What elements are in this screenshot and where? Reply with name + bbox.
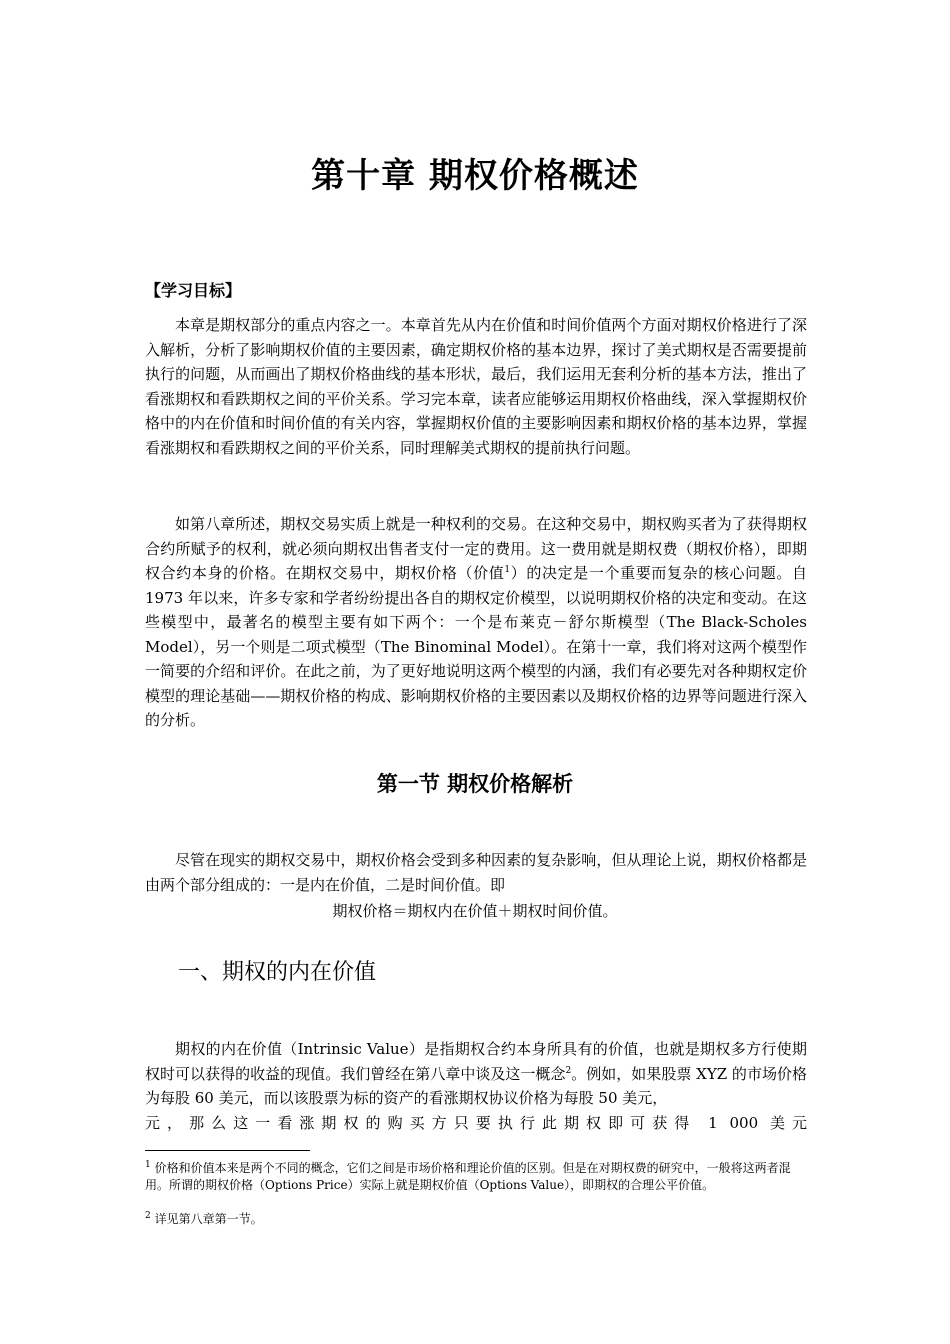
footnote-separator	[145, 1150, 310, 1151]
footnote-ref-2: 2	[565, 1065, 572, 1076]
intro-text-part2: ）的决定是一个重要而复杂的核心问题。自 1973 年以来，许多专家和学者纷纷提出各自的期权定价模型，以说明期权价格的决定和变动。在这些模型中，最著名的模型主要有如下两个：一个是布莱克－舒尔斯模型（The Black-Scholes Model），另一个则是二项式模型（The Binominal Model）。在第十一章，我们将对这两个模型作一简要的介绍和评价。在此之前，为了更好地说明这两个模型的内涵，我们有必要先对各种期权定价模型的理论基础——期权价格的构成、影响期权价格的主要因素以及期权价格的边界等问题进行深入的分析。	[145, 564, 807, 729]
section-intro-paragraph: 尽管在现实的期权交易中，期权价格会受到多种因素的复杂影响，但从理论上说，期权价格都是由两个部分组成的：一是内在价值，二是时间价值。即	[145, 851, 807, 894]
learning-objectives-paragraph: 本章是期权部分的重点内容之一。本章首先从内在价值和时间价值两个方面对期权价格进行了深入解析，分析了影响期权价值的主要因素，确定期权价格的基本边界，探讨了美式期权是否需要提前执行的问题，从而画出了期权价格曲线的基本形状，最后，我们运用无套利分析的基本方法，推出了看涨期权和看跌期权之间的平价关系。学习完本章，读者应能够运用期权价格曲线，深入掌握期权价格中的内在价值和时间价值的有关内容，掌握期权价值的主要影响因素和期权价格的基本边界，掌握看涨期权和看跌期权之间的平价关系，同时理解美式期权的提前执行问题。	[145, 316, 807, 457]
chapter-title: 第十章 期权价格概述	[311, 156, 639, 196]
intrinsic-value-paragraph	[145, 1037, 807, 1111]
intro-text-part1: 如第八章所述，期权交易实质上就是一种权利的交易。在这种交易中，期权购买者为了获得期权合约所赋予的权利，就必须向期权出售者支付一定的费用。这一费用就是期权费（期权价格），即期权合约本身的价格。在期权交易中，期权价格（价值	[145, 515, 807, 582]
footnote-2	[145, 1211, 807, 1228]
intro-paragraph	[145, 512, 807, 733]
intrinsic-text-part2: 。例如，如果股票 XYZ 的市场价格为每股 60 美元，而以该股票为标的资产的看涨期权协议价格为每股 50 美元，	[145, 1064, 807, 1107]
intrinsic-text-part1: 期权的内在价值（Intrinsic Value）是指期权合约本身所具有的价值，也就是期权多方行使期权时可以获得的收益的现值。我们曾经在第八章中谈及这一概念	[145, 1040, 807, 1083]
section-title: 第一节 期权价格解析	[376, 772, 574, 796]
price-formula: 期权价格＝期权内在价值＋期权时间价值。	[332, 902, 618, 920]
subsection-title: 一、期权的内在价值	[178, 960, 377, 985]
footnote-2-marker: 2	[145, 1211, 151, 1221]
learning-objectives-heading: 【学习目标】	[145, 281, 242, 300]
intrinsic-value-last-line: 元，那么这一看涨期权的购买方只要执行此期权即可获得 1 000 美元	[145, 1114, 807, 1132]
footnote-1-text: 价格和价值本来是两个不同的概念，它们之间是市场价格和理论价值的区别。但是在对期权费的研究中，一般将这两者混用。所谓的期权价格（Options Price）实际上就是期权价值（Options Value），即期权的合理公平价值。	[145, 1161, 791, 1192]
footnote-1-marker: 1	[145, 1160, 151, 1170]
footnote-1	[145, 1160, 807, 1194]
footnote-ref-1: 1	[504, 565, 511, 575]
footnote-2-text: 详见第八章第一节。	[154, 1212, 263, 1226]
